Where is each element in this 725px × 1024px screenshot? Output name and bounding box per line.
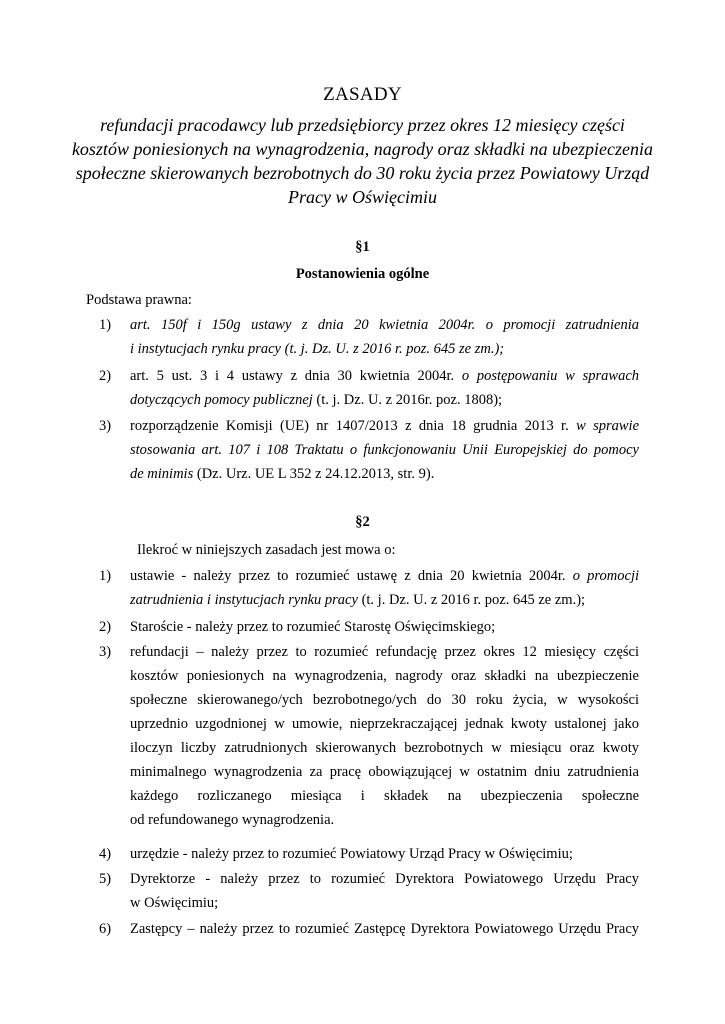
section-1-mark: §1 bbox=[355, 239, 370, 255]
section-2-intro: Ilekroć w niniejszych zasadach jest mowa o: bbox=[137, 542, 396, 558]
subtitle-line: refundacji pracodawcy lub przedsiębiorcy przez okres 12 miesięcy części bbox=[100, 115, 625, 135]
document-subtitle bbox=[60, 113, 665, 209]
subtitle-line: Pracy w Oświęcimiu bbox=[288, 187, 437, 207]
list-item-number: 2) bbox=[99, 368, 112, 384]
list-item-text: i instytucjach rynku pracy (t. j. Dz. U. z 2016 r. poz. 645 ze zm.); bbox=[130, 341, 505, 357]
list-item-number: 1) bbox=[99, 317, 112, 333]
list-item-text: stosowania art. 107 i 108 Traktatu o funkcjonowaniu Unii Europejskiej do pomocy bbox=[130, 442, 639, 458]
list-item-text: urzędzie - należy przez to rozumieć Powiatowy Urząd Pracy w Oświęcimiu; bbox=[130, 846, 573, 862]
list-item-number: 6) bbox=[99, 921, 112, 937]
list-item-text: społeczne skierowanego/ych bezrobotnego/ych do 30 roku życia, w wysokości bbox=[130, 692, 639, 708]
list-item-text: kosztów poniesionych na wynagrodzenia, nagrody oraz składki na ubezpieczenie bbox=[130, 668, 639, 684]
list-item-text: art. 150f i 150g ustawy z dnia 20 kwietnia 2004r. o promocji zatrudnienia bbox=[130, 317, 639, 333]
list-item-number: 3) bbox=[99, 418, 112, 434]
list-item-text: uprzednio uzgodnionej w umowie, nieprzekraczającej jednak kwoty ustalonej jako bbox=[130, 716, 639, 732]
list-item-text: każdego rozliczanego miesiąca i składek na ubezpieczenia społeczne bbox=[130, 788, 639, 804]
list-item-text: art. 5 ust. 3 i 4 ustawy z dnia 30 kwietnia 2004r. o postępowaniu w sprawach bbox=[130, 368, 640, 384]
subtitle-line: kosztów poniesionych na wynagrodzenia, nagrody oraz składki na ubezpieczenia bbox=[71, 139, 654, 159]
list-item-text: w Oświęcimiu; bbox=[130, 895, 219, 911]
list-item-text: Zastępcy – należy przez to rozumieć Zastępcę Dyrektora Powiatowego Urzędu Pracy bbox=[130, 921, 639, 937]
list-item-number: 4) bbox=[99, 846, 112, 862]
list-item-number: 2) bbox=[99, 619, 112, 635]
section-1-intro: Podstawa prawna: bbox=[86, 292, 192, 308]
list-item-text: Staroście - należy przez to rozumieć Starostę Oświęcimskiego; bbox=[130, 619, 496, 635]
list-item-number: 5) bbox=[99, 871, 112, 887]
list-item-text: dotyczących pomocy publicznej (t. j. Dz. U. z 2016r. poz. 1808); bbox=[130, 392, 503, 408]
document-title: ZASADY bbox=[323, 84, 402, 105]
list-item-number: 3) bbox=[99, 644, 112, 660]
list-item-text: ustawie - należy przez to rozumieć ustawę z dnia 20 kwietnia 2004r. o promocji bbox=[130, 568, 640, 584]
list-item-text: iloczyn liczby zatrudnionych skierowanych bezrobotnych w miesiącu oraz kwoty bbox=[130, 740, 639, 756]
subtitle-line: społeczne skierowanych bezrobotnych do 30 roku życia przez Powiatowy Urząd bbox=[75, 163, 650, 183]
list-item-number: 1) bbox=[99, 568, 112, 584]
list-item-text: od refundowanego wynagrodzenia. bbox=[130, 812, 335, 828]
list-item-text: rozporządzenie Komisji (UE) nr 1407/2013 z dnia 18 grudnia 2013 r. w sprawie bbox=[130, 418, 640, 434]
section-1-heading: Postanowienia ogólne bbox=[295, 266, 430, 282]
section-2-mark: §2 bbox=[355, 514, 370, 530]
list-item-text: minimalnego wynagrodzenia za pracę obowiązującej w ostatnim dniu zatrudnienia bbox=[130, 764, 639, 780]
list-item-text: zatrudnienia i instytucjach rynku pracy (t. j. Dz. U. z 2016 r. poz. 645 ze zm.); bbox=[130, 592, 586, 608]
list-item-text: Dyrektorze - należy przez to rozumieć Dyrektora Powiatowego Urzędu Pracy bbox=[130, 871, 639, 887]
list-item-text: refundacji – należy przez to rozumieć refundację przez okres 12 miesięcy części bbox=[130, 644, 639, 660]
list-item-text: de minimis (Dz. Urz. UE L 352 z 24.12.2013, str. 9). bbox=[130, 466, 435, 482]
